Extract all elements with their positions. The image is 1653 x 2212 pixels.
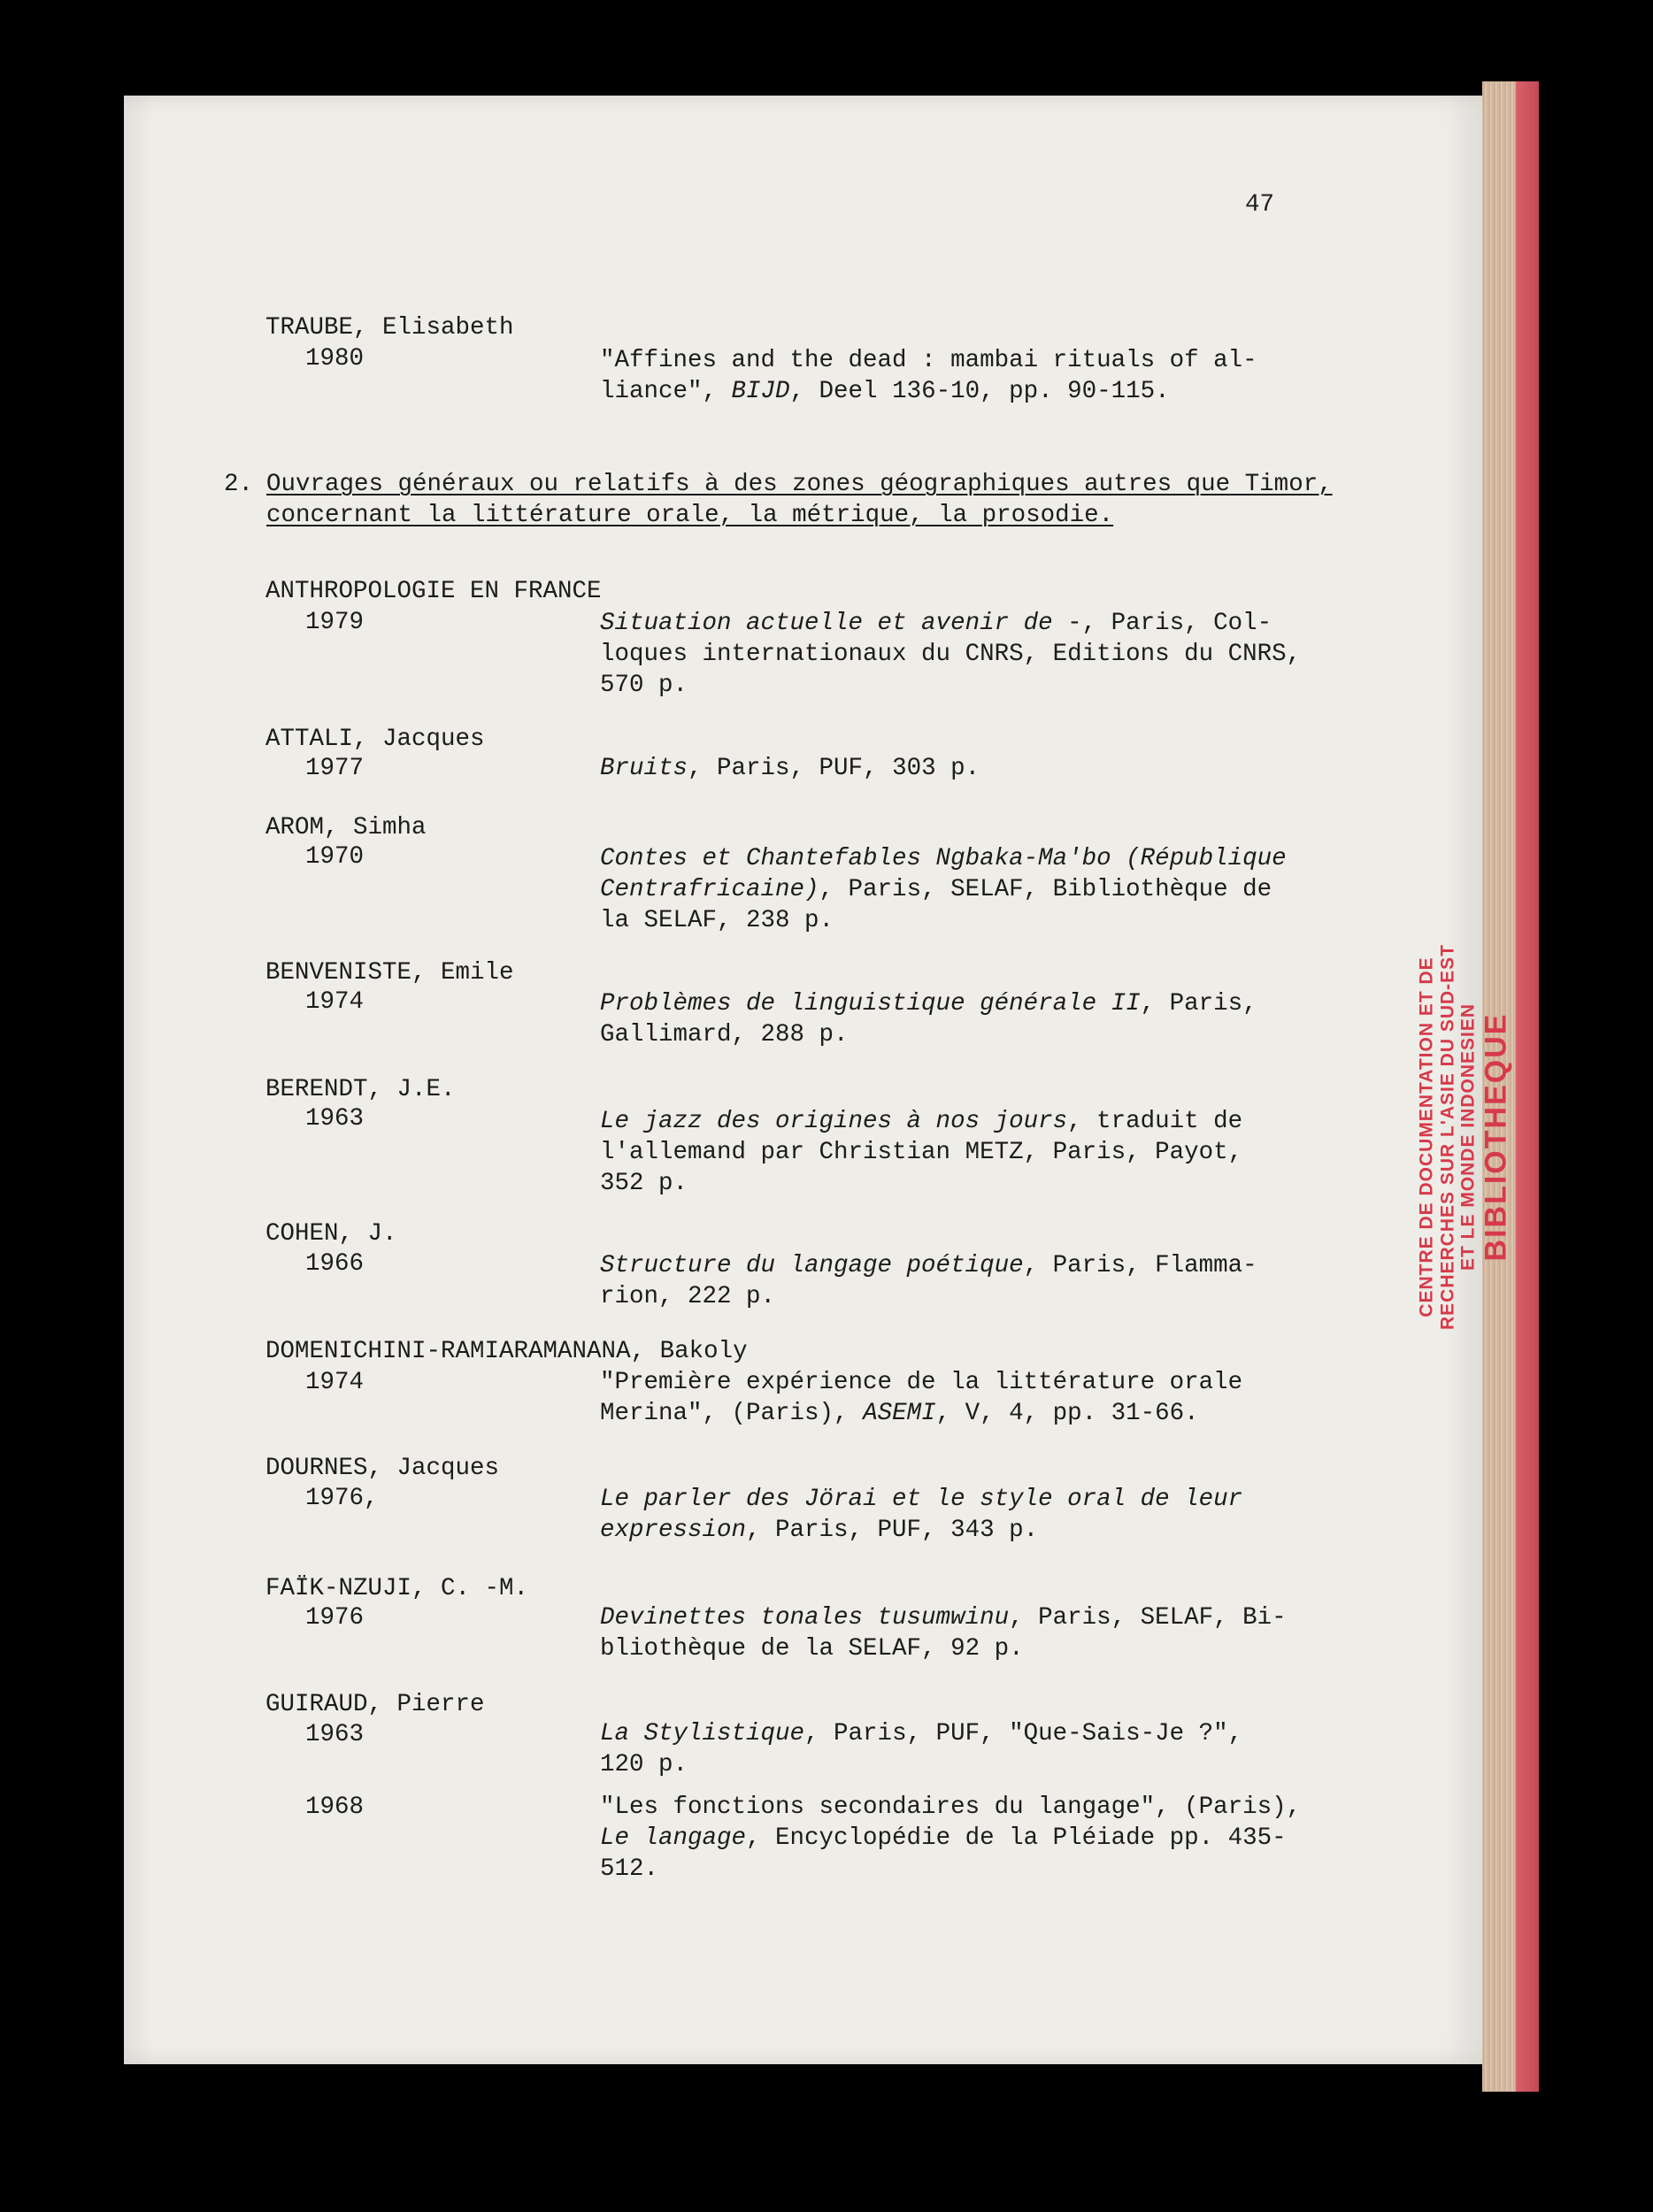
entry-author: DOURNES, Jacques — [265, 1455, 500, 1482]
entry-year: 1980 — [305, 345, 365, 373]
entry-year: 1979 — [305, 609, 365, 636]
entry-author: ATTALI, Jacques — [265, 726, 485, 753]
entry-reference: "Première expérience de la littérature orale Merina", (Paris), ASEMI, V, 4, pp. 31-66. — [600, 1369, 1243, 1427]
entry-author: COHEN, J. — [265, 1220, 397, 1248]
entry-year: 1966 — [305, 1250, 365, 1278]
entry-year: 1976 — [305, 1604, 365, 1632]
page-number: 47 — [1245, 191, 1275, 219]
stamp-line-1: CENTRE DE DOCUMENTATION ET DE — [1416, 956, 1437, 1317]
entry-author: BENVENISTE, Emile — [265, 959, 514, 987]
entry-reference: Contes et Chantefables Ngbaka-Ma'bo (République Centrafricaine), Paris, SELAF, Bibliothèque de la SELAF, 238 p. — [600, 845, 1287, 934]
entry-year: 1963 — [305, 1721, 365, 1748]
entry-year: 1968 — [305, 1793, 365, 1821]
entry-year: 1977 — [305, 755, 365, 782]
entry-year: 1963 — [305, 1105, 365, 1133]
entry-author: TRAUBE, Elisabeth — [265, 314, 514, 342]
entry-author: GUIRAUD, Pierre — [265, 1691, 485, 1718]
entry-year: 1974 — [305, 988, 365, 1016]
entry-author: BERENDT, J.E. — [265, 1076, 456, 1103]
entry-author: DOMENICHINI-RAMIARAMANANA, Bakoly — [265, 1338, 748, 1365]
stamp-line-4: BIBLIOTHEQUE — [1479, 1012, 1513, 1262]
entry-reference: Bruits, Paris, PUF, 303 p. — [600, 755, 980, 782]
entry-author: AROM, Simha — [265, 814, 427, 841]
entry-reference: "Affines and the dead : mambai rituals of al- liance", BIJD, Deel 136-10, pp. 90-115. — [600, 347, 1257, 405]
entry-year: 1976, — [305, 1485, 379, 1512]
entry-author: ANTHROPOLOGIE EN FRANCE — [265, 578, 602, 605]
entry-reference: "Les fonctions secondaires du langage", (Paris), Le langage, Encyclopédie de la Pléiade pp. 435- 512. — [600, 1793, 1302, 1883]
entry-reference: La Stylistique, Paris, PUF, "Que-Sais-Je ?", 120 p. — [600, 1720, 1243, 1778]
section-heading: 2. Ouvrages généraux ou relatifs à des zones géographiques autres que Timor, concernant la littérature orale, la métrique, la prosodie. — [224, 471, 1333, 529]
entry-reference: Structure du langage poétique, Paris, Flamma- rion, 222 p. — [600, 1252, 1257, 1310]
entry-reference: Le jazz des origines à nos jours, traduit de l'allemand par Christian METZ, Paris, Payot, 352 p. — [600, 1108, 1243, 1197]
entry-author: FAÏK-NZUJI, C. -M. — [265, 1575, 529, 1602]
stamp-line-3: ET LE MONDE INDONESIEN — [1457, 1002, 1479, 1271]
stamp-line-2: RECHERCHES SUR L'ASIE DU SUD-EST — [1437, 943, 1458, 1331]
library-stamp — [1398, 863, 1531, 1411]
entry-reference: Problèmes de linguistique générale II, Paris, Gallimard, 288 p. — [600, 990, 1257, 1048]
entry-year: 1970 — [305, 843, 365, 871]
entry-reference: Devinettes tonales tusumwinu, Paris, SELAF, Bi- bliothèque de la SELAF, 92 p. — [600, 1604, 1287, 1663]
entry-reference: Le parler des Jörai et le style oral de leur expression, Paris, PUF, 343 p. — [600, 1486, 1243, 1544]
entry-year: 1974 — [305, 1369, 365, 1396]
entry-reference: Situation actuelle et avenir de -, Paris, Col- loques internationaux du CNRS, Editions du CNRS, 570 p. — [600, 610, 1302, 699]
